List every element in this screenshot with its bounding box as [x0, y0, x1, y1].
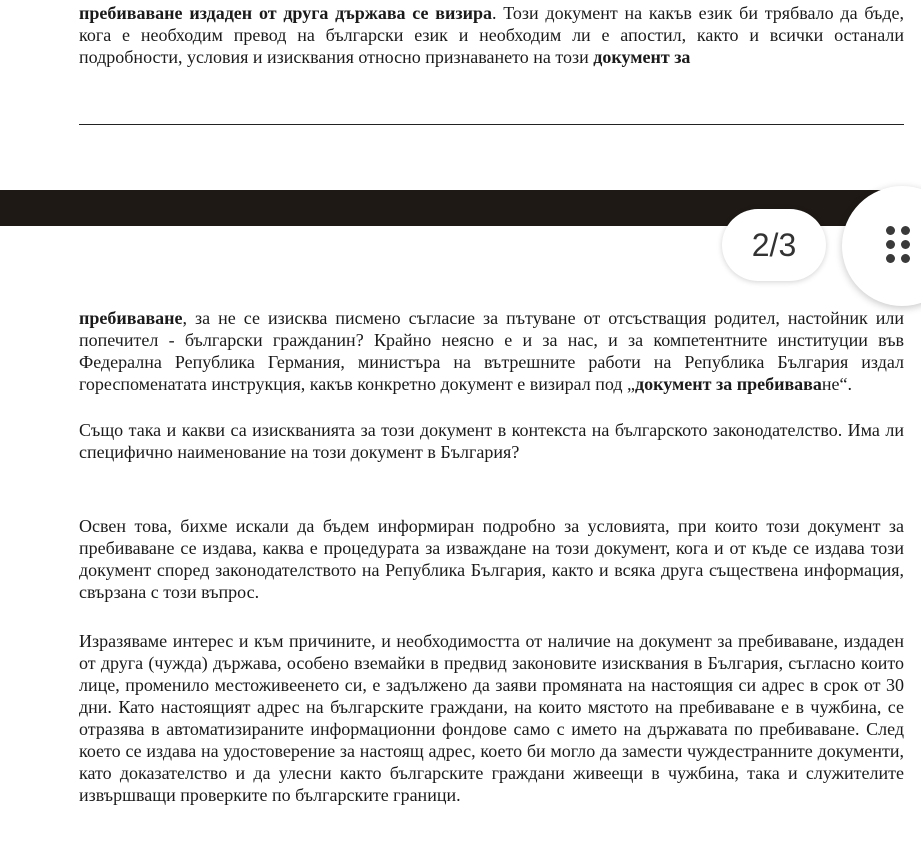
paragraph-3: Освен това, бихме искали да бъдем информиран подробно за условията, при които този документ за пребиваване се издава, каква е процедурата за изваждане на този документ, кога и от къде се издава този документ според законодателството на Република България, както и всяка друга съществена информация, свързана с този въпрос. [79, 516, 904, 602]
bold-phrase: документ за [593, 47, 691, 67]
paragraph-text: не [821, 374, 840, 394]
paragraph-text: , за не се изисква писмено съгласие за пътуване от отсъстващия родител, настойник или попечител - български гражданин? Крайно неясно е и за нас, и за компетентните институции във Федерална Република Германия, министъра на вътрешните работи на Република България издал гореспоменатата инструкция, какъв конкретно документ е визирал под „ [79, 308, 904, 394]
previous-page-paragraph [79, 2, 904, 68]
previous-page [0, 0, 921, 190]
paragraph-4: Изразяваме интерес и към причините, и необходимостта от наличие на документ за пребиваване, издаден от друга (чужда) държава, особено вземайки в предвид законовите изисквания в България, съгласно които лице, променило местоживеенето си, е задължено да заяви промяната на настоящия си адрес в срок от 30 дни. Като настоящият адрес на българските граждани, на които мястото на пребиваване е в чужбина, се отразява в автоматизираните информационни фондове само с името на държавата по пребиваване. След което се издава на удостоверение за настоящ адрес, което би могло да замести чуждестранните документи, като доказателство и да улесни както българските граждани живеещи в чужбина, така и служителите извършващи проверките по българските граници. [79, 631, 904, 805]
bold-phrase: пребиваване издаден от друга държава се визира [79, 3, 492, 23]
bold-phrase: документ за пребивава [635, 374, 822, 394]
paragraph-text: . Този документ на какъв език би трябвало да бъде, кога е необходим превод на български език и необходим ли е апостил, както и всички останали подробности, условия и изисквания относно признаването на този [79, 3, 905, 67]
paragraph-2: Също така и какви са изискванията за този документ в контекста на българското законодателство. Има ли специфично наименование на този документ в България? [79, 420, 904, 462]
page-indicator [722, 209, 826, 281]
page-number-label: 2/3 [751, 226, 797, 263]
footnote-separator [79, 124, 904, 125]
paragraph-1 [79, 307, 904, 395]
bold-phrase: пребиваване [79, 308, 183, 328]
more-dots-icon [886, 226, 912, 264]
paragraph-text: “. [839, 374, 853, 394]
